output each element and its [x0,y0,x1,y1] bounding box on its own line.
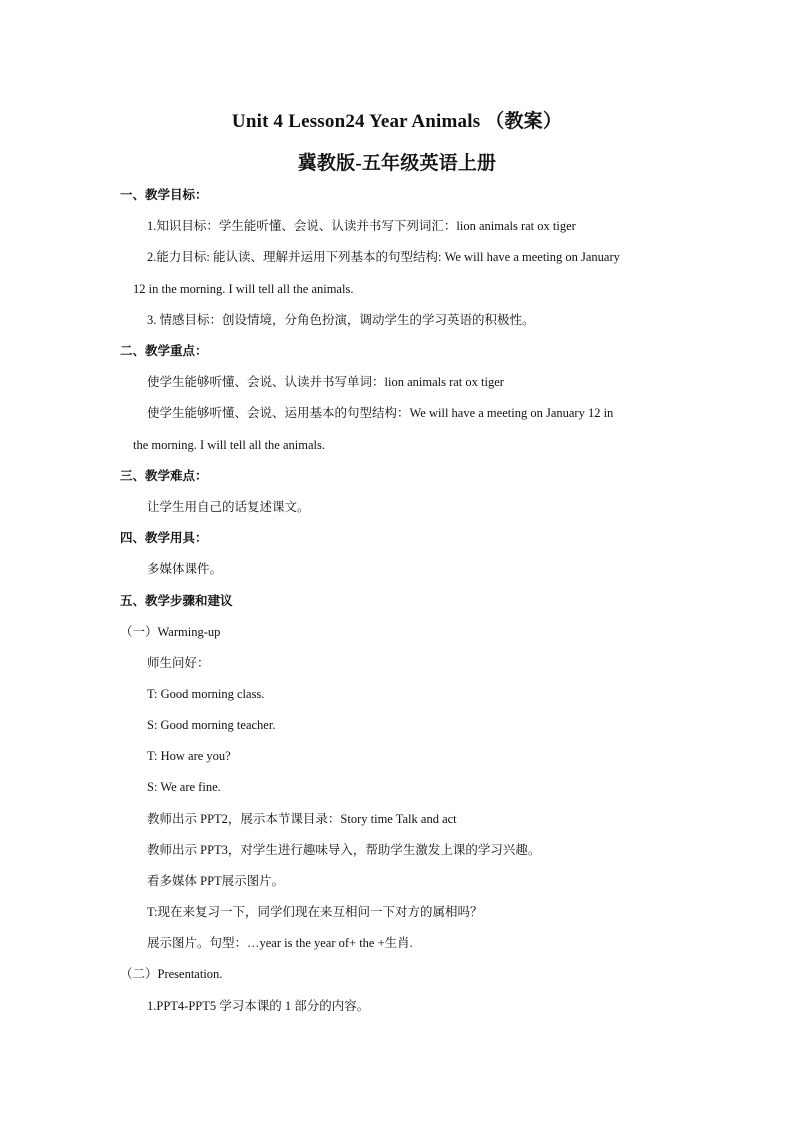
document-title: Unit 4 Lesson24 Year Animals （教案） [231,111,563,132]
section-heading-difficulties: 三、教学难点： [120,468,208,483]
dialogue-line: S: Good morning teacher. [147,718,276,732]
body-line: 2.能力目标: 能认读、理解并运用下列基本的句型结构: We will have a meeting on January [147,250,620,264]
body-line: 1.知识目标：学生能听懂、会说、认读并书写下列词汇：lion animals rat ox tiger [147,219,576,233]
dialogue-line: T: Good morning class. [147,687,265,701]
section-heading-key-points: 二、教学重点： [120,343,208,358]
section-heading-steps: 五、教学步骤和建议 [120,593,233,608]
subsection-heading-warming-up: （一）Warming-up [120,625,221,639]
section-heading-materials: 四、教学用具： [120,530,208,545]
section-heading-objectives: 一、教学目标： [120,187,208,202]
subsection-heading-presentation: （二）Presentation. [120,967,223,981]
body-line: 展示图片。句型：…year is the year of+ the +生肖. [147,936,413,950]
body-line: 使学生能够听懂、会说、运用基本的句型结构：We will have a meeting on January 12 in [147,406,614,420]
body-line: 多媒体课件。 [147,562,223,576]
body-line: 师生问好： [147,656,210,670]
dialogue-line: T: How are you? [147,749,231,763]
body-line: 使学生能够听懂、会说、认读并书写单词：lion animals rat ox tiger [147,375,504,389]
body-line: 教师出示 PPT2，展示本节课目录：Story time Talk and act [147,812,457,826]
body-line: 让学生用自己的话复述课文。 [147,500,310,514]
body-line: 看多媒体 PPT展示图片。 [147,874,285,888]
body-line: 3. 情感目标：创设情境，分角色扮演，调动学生的学习英语的积极性。 [147,313,535,327]
document-subtitle: 冀教版-五年级英语上册 [297,153,497,174]
body-line: 1.PPT4-PPT5 学习本课的 1 部分的内容。 [147,999,370,1013]
body-line: 教师出示 PPT3，对学生进行趣味导入，帮助学生激发上课的学习兴趣。 [147,843,541,857]
body-line: T:现在来复习一下，同学们现在来互相问一下对方的属相吗？ [147,905,483,919]
body-line: the morning. I will tell all the animals. [133,438,325,452]
dialogue-line: S: We are fine. [147,780,221,794]
body-line: 12 in the morning. I will tell all the animals. [133,282,354,296]
